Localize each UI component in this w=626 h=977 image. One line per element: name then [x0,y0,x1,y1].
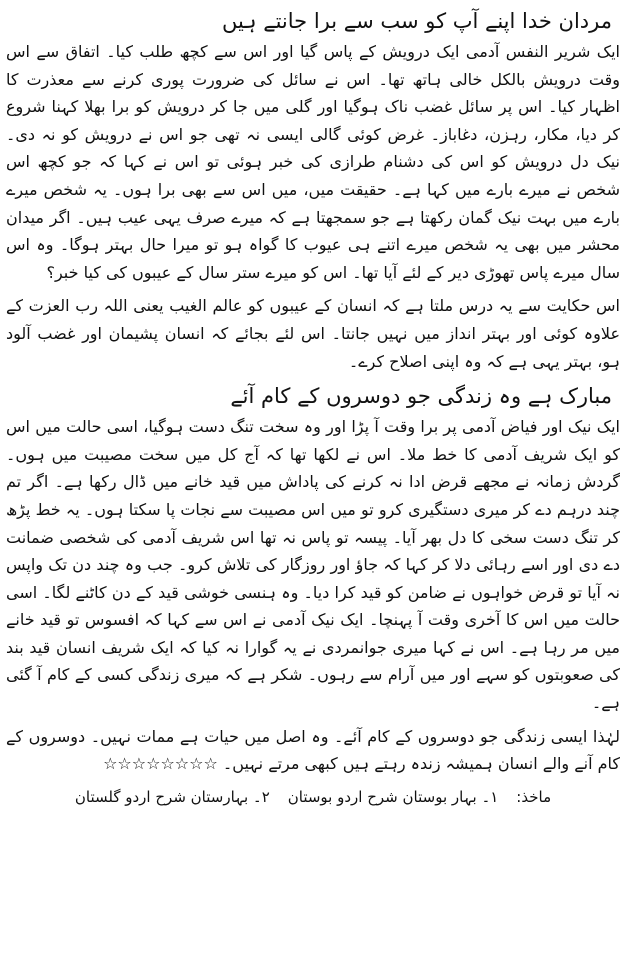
section2-heading: مبارک ہے وہ زندگی جو دوسروں کے کام آئے [230,384,612,409]
section1-paragraph2: اس حکایت سے یہ درس ملتا ہے کہ انسان کے عیبوں کو عالم الغیب یعنی اللہ رب العزت کے علاوہ کوئی اور بہتر انداز میں نہیں جانتا۔ اس لئے بجائے کہ انسان پشیمان اور غضب آلود ہو، بہتر یہی ہے کہ وہ اپنی اصلاح کرے۔ [6,296,620,371]
source-item-2: ۲۔ بہارستان شرح اردو گلستان [74,787,270,806]
section1-paragraph1: ایک شریر النفس آدمی ایک درویش کے پاس گیا اور اس سے کچھ طلب کیا۔ اتفاق سے اس وقت درویش بالکل خالی ہاتھ تھا۔ اس نے سائل کی ضرورت پوری کرنے سے معذرت کا اظہار کیا۔ اس پر سائل غضب ناک ہوگیا اور گلی میں جا کر درویش کو برا بھلا کہنا شروع کر دیا، مکار، رہزن، دغاباز۔ غرض کوئی گالی ایسی نہ تھی جو اس نے درویش کو نہ دی۔ نیک دل درویش کو اس کی دشنام طرازی کی خبر ہوئی تو اس نے کہا کہ جو کچھ اس شخص نے میرے بارے میں کہا ہے۔ حقیقت میں، میں اس سے بھی برا ہوں۔ یہ شخص میرے بارے میں بہت نیک گمان رکھتا ہے جو سمجھتا ہے کہ میرے صرف یہی عیب ہیں۔ اگر میدان محشر میں بھی یہ شخص میرے اتنے ہی عیوب کا گواہ ہو تو میرا حال بہتر ہوگا۔ وہ اس سال میرے پاس تھوڑی دیر کے لئے آیا تھا۔ اس کو میرے ستر سال کے عیبوں کی کیا خبر؟ [6,42,620,282]
source-item-1: ۱۔ بہار بوستان شرح اردو بوستان [287,787,499,806]
section2-paragraph2: لہٰذا ایسی زندگی جو دوسروں کے کام آئے۔ وہ اصل میں حیات ہے ممات نہیں۔ دوسروں کے کام آنے والے انسان ہمیشہ زندہ رہتے ہیں کبھی مرتے نہیں۔ ☆☆☆☆☆☆☆☆ [6,726,620,774]
section2-paragraph1: ایک نیک اور فیاض آدمی پر برا وقت آ پڑا اور وہ سخت تنگ دست ہوگیا، اسی حالت میں اس کو ایک شریف آدمی کا خط ملا۔ اس نے لکھا تھا کہ آج کل میں سخت مصیبت میں ہوں۔ گردش زمانہ نے مجھے قرض ادا نہ کرنے کی پاداش میں قید خانے میں ڈال رکھا ہے۔ اگر تم چند درہم دے کر میری دستگیری کرو تو میں اس مصیبت سے نجات پا سکتا ہوں۔ یہ خط پڑھ کر تنگ دست سخی کا دل بھر آیا۔ پیسہ تو پاس نہ تھا اس شریف آدمی کی شخصی ضمانت دے دی اور اسے رہائی دلا کر کہا کہ جاؤ اور روزگار کی تلاش کرو۔ جب وہ چند دن تک واپس نہ آیا تو قرض خواہوں نے ضامن کو قید کرا دیا۔ وہ ہنسی خوشی قید کے دن کاٹنے لگا۔ اسی حالت میں اس کا آخری وقت آ پہنچا۔ ایک نیک آدمی نے اس سے کہا کہ افسوس تو قید خانے میں مر رہا ہے۔ اس نے کہا میری جوانمردی نے یہ گوارا نہ کیا کہ ایک شریف انسان قید بند کی صعوبتوں کو سہے اور میں آرام سے رہوں۔ شکر ہے کہ میری زندگی کسی کے کام آ گئی ہے۔ [6,417,620,713]
source-line [6,784,620,810]
source-label: ماخذ: [516,787,552,806]
section1-heading: مردان خدا اپنے آپ کو سب سے برا جانتے ہیں [221,9,612,33]
